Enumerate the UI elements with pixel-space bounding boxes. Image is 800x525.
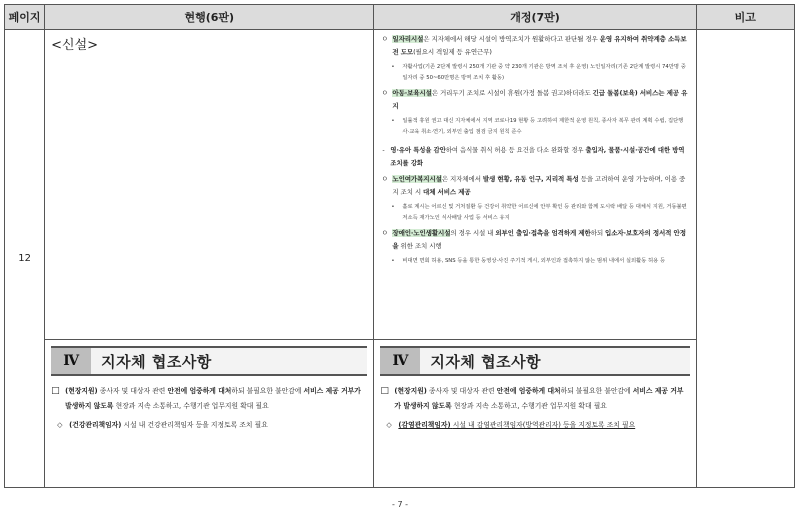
revised-coop-cell <box>374 340 696 488</box>
comparison-table <box>4 4 795 488</box>
header-revised: 개정(7판) <box>374 5 696 30</box>
item-child-facility: ㅇ 아동·보육시설은 거리두기 조치로 시설이 휴원(가정 돌봄 권고)하더라도 긴급 돌봄(보육) 서비스는 제공 유지 <box>381 89 688 110</box>
right-coop-item-2: ◇ (감염관리책임자) 시설 내 감염관리책임자(방역관리자) 등을 지정토록 조치 필요 <box>386 421 636 429</box>
item-disabled-facility: ㅇ 장애인·노인생활시설의 경우 시설 내 외부인 출입·접촉을 엄격하게 제한하되 입소자·보호자의 정서적 안정을 위한 조치 시행 <box>381 229 686 250</box>
header-current: 현행(6판) <box>45 5 374 30</box>
left-coop-item-2: ◇ (건강관리책임자) 시설 내 건강관리책임자 등을 지정토록 조치 필요 <box>57 421 268 429</box>
note-cell <box>696 30 794 488</box>
sub-disabled-facility: • 비대면 면회 허용, SNS 등을 통한 동영상·사진 주기적 게시, 외부인과 접촉하지 않는 범위 내에서 실외활동 허용 등 <box>391 258 666 264</box>
page-number-cell: 12 <box>5 30 45 488</box>
revised-cell <box>374 30 696 340</box>
left-coop-item-1: □ (현장지원) 종사자 및 대상자 관련 안전에 엄중하게 대처하되 불필요한 불안감에 서비스 제공 거부가 발생하지 않도록 현장과 지속 소통하고, 수행기관 업무지원 확대 필요 <box>51 386 361 410</box>
current-coop-cell <box>45 340 374 488</box>
item-elder-leisure: ㅇ 노인여가복지시설은 지자체에서 발생 현황, 유동 인구, 지리적 특성 등을 고려하여 운영 가능하며, 이용 중지 조치 시 대체 서비스 제공 <box>381 175 686 196</box>
current-cell <box>45 30 374 340</box>
header-note: 비고 <box>696 5 794 30</box>
right-coop-item-1: □ (현장지원) 종사자 및 대상자 관련 안전에 엄중하게 대처하되 불필요한 불안감에 서비스 제공 거부가 발생하지 않도록 현장과 지속 소통하고, 수행기관 업무지원 확대 필요 <box>380 386 684 410</box>
sub-child-facility: • 일률적 휴원 권고 대신 지자체에서 지역 코로나19 현황 등 고려하여 제한적 운영 원칙, 종사자 복무 관리 계획 수립, 집단행사·교육 취소·연기, 외부인 출입 점검 금지 원칙 준수 <box>391 118 684 135</box>
section-header-right <box>380 346 689 376</box>
section-title: 지자체 협조사항 <box>101 352 212 371</box>
header-page: 페이지 <box>5 5 45 30</box>
sub-elder-leisure: • 홀로 계시는 어르신 및 거처질환 등 건강이 취약한 어르신에 안부 확인 등 관리와 함께 도시락 배달 등 대체식 지원, 거동불편 저소득 재가노인 식사배달 사업 등 서비스 유지 <box>391 204 687 221</box>
footer-page-number: - 7 - <box>392 500 408 509</box>
item-work-facility: ㅇ 일자리시설은 지자체에서 해당 시설이 방역조치가 원활하다고 판단될 경우 운영 유지하여 취약계층 소득보전 도모(필요시 격일제 등 유연근무) <box>381 35 687 56</box>
section-header-left <box>51 346 367 376</box>
section-number: Ⅳ <box>380 348 420 374</box>
new-marker: <신설> <box>51 38 99 53</box>
item-infant: - 영·유아 특성을 감안하여 음식물 취식 허용 등 요건을 다소 완화할 경우 출입자, 물품·시설·공간에 대한 방역조치를 강화 <box>382 147 685 167</box>
sub-work-facility: • 자활사업(기존 2단계 발령시 250개 기관 중 약 230개 기관은 방역 조치 후 운영) 노인일자리(기존 2단계 발령시 74만명 중 일자리 중 50~60만명은 방역 조치 후 활동) <box>391 64 686 81</box>
section-title: 지자체 협조사항 <box>430 352 542 371</box>
section-number: Ⅳ <box>51 348 91 374</box>
